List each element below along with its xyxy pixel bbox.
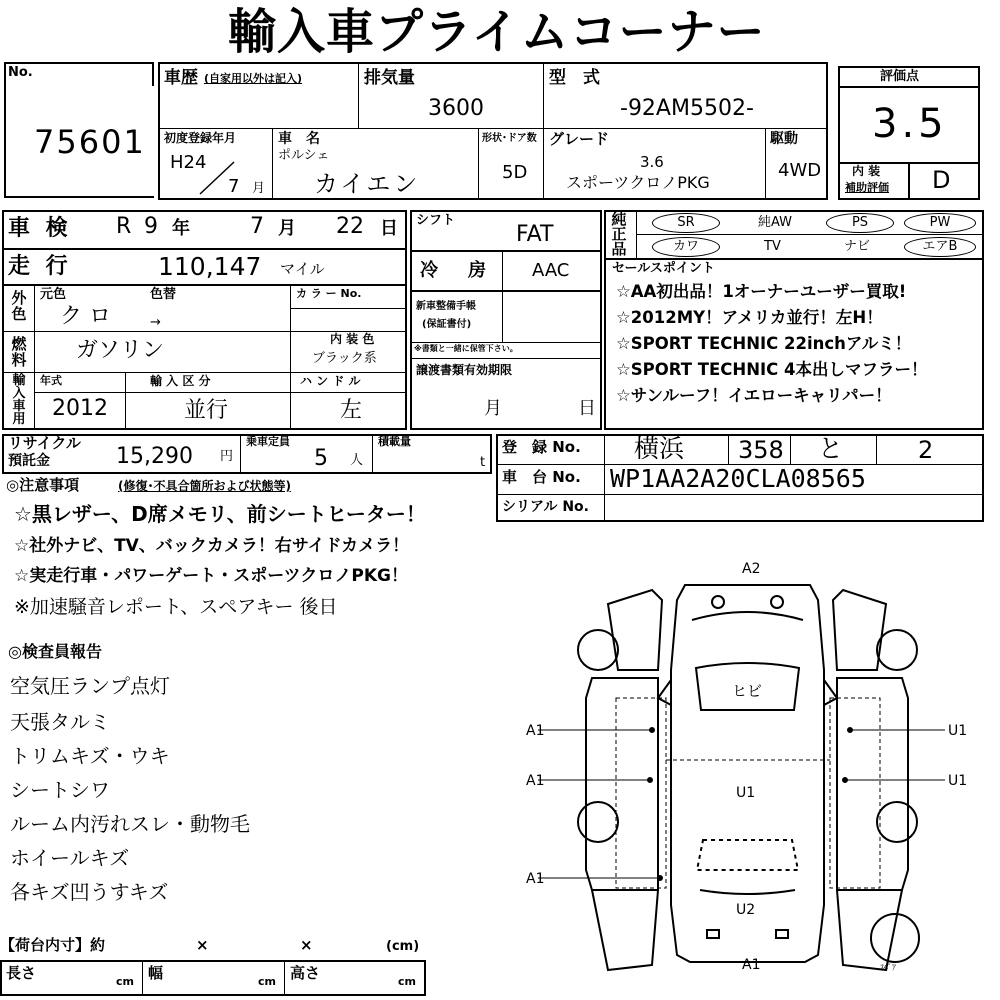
interior-value: D: [932, 166, 951, 194]
ext-color-label: 元色: [40, 287, 67, 302]
diagram-a1-bottom: A1: [742, 957, 761, 973]
notes-label: ◎注意事項: [6, 476, 80, 494]
history-sub: (自家用以外は記入): [204, 72, 303, 85]
reg-class: 358: [738, 436, 784, 464]
ac-value: AAC: [532, 260, 570, 281]
diagram-u2: U2: [736, 902, 756, 918]
import-year: 2012: [52, 396, 108, 421]
displacement-label: 排気量: [364, 68, 415, 88]
maint-line1: 新車整備手帳: [416, 301, 476, 312]
transfer-month: 月: [484, 398, 502, 419]
car-damage-diagram: [500, 560, 990, 985]
interior-label-1: 内 装: [852, 164, 881, 178]
model-value: -92AM5502-: [620, 96, 754, 121]
capacity-unit: 人: [350, 453, 364, 468]
first-reg-month: 7: [228, 176, 240, 197]
cargo-wid-unit: cm: [258, 975, 276, 988]
equip-aw: 純AW: [758, 215, 793, 230]
diagram-a1-1: A1: [526, 723, 545, 739]
equip-navi: ナビ: [844, 239, 871, 254]
equip-airbag: エアB: [904, 237, 976, 257]
equip-sr: SR: [652, 213, 720, 233]
drive-value: 4WD: [778, 160, 822, 181]
ac-label: 冷 房: [420, 260, 492, 281]
import-kind-label: 輸 入 区 分: [150, 374, 211, 388]
int-color-label: 内 装 色: [330, 332, 375, 346]
lot-label: No.: [8, 65, 33, 80]
car-maker: ポルシェ: [278, 148, 330, 163]
cargo-hei-unit: cm: [398, 975, 416, 988]
displacement-value: 3600: [428, 96, 484, 121]
recycle-value: 15,290: [116, 444, 193, 469]
diagram-a2: A2: [742, 561, 761, 577]
note-line-4: ※加速騒音レポート、スペアキー 後日: [14, 596, 338, 618]
recycle-label-2: 預託金: [8, 453, 50, 469]
grade-line1: 3.6: [640, 153, 664, 171]
diagram-a1-2: A1: [526, 773, 545, 789]
inspector-line-3: トリムキズ・ウキ: [10, 744, 170, 768]
inspector-line-5: ルーム内汚れスレ・動物毛: [10, 812, 250, 836]
handle-value: 左: [340, 398, 363, 423]
inspector-line-2: 天張タルミ: [10, 710, 110, 734]
mileage-label: 走 行: [8, 254, 72, 279]
first-reg-month-unit: 月: [252, 181, 266, 196]
cargo-x2: ×: [300, 936, 313, 954]
drive-label: 駆動: [770, 131, 798, 147]
first-reg-era: H24: [170, 152, 207, 173]
recycle-unit: 円: [220, 449, 234, 464]
fuel-value: ガソリン: [76, 338, 165, 363]
equip-vlabel: 純正品: [611, 210, 627, 258]
inspector-line-7: 各キズ凹うすキズ: [10, 880, 169, 904]
maint-note: ※書類と一緒に保管下さい。: [414, 344, 518, 353]
reg-label: 登 録 No.: [502, 438, 581, 456]
sales-line-3: ☆SPORT TECHNIC 22inchアルミ！: [616, 334, 912, 353]
int-color-value: ブラック系: [312, 351, 377, 366]
lot-box-top: [4, 62, 154, 64]
cargo-len-label: 長さ: [6, 964, 37, 982]
inspection-label: 車 検: [8, 216, 72, 241]
equip-tv: TV: [764, 239, 781, 254]
transfer-label: 譲渡書類有効期限: [416, 363, 513, 377]
reg-place: 横浜: [634, 434, 685, 463]
inspector-line-4: シートシワ: [10, 778, 110, 802]
car-name-label: 車 名: [278, 131, 320, 147]
inspector-line-1: 空気圧ランプ点灯: [10, 674, 170, 698]
serial-label: シリアル No.: [502, 499, 589, 515]
grade-label: グレード: [549, 130, 610, 148]
inspector-label: ◎検査員報告: [8, 642, 102, 661]
first-reg-label: 初度登録年月: [164, 131, 237, 145]
inspection-month-unit: 月: [278, 218, 296, 239]
notes-sub: (修復･不具合箇所および状態等): [118, 479, 291, 493]
recycle-label-1: リサイクル: [8, 434, 81, 452]
mileage-unit: マイル: [280, 260, 325, 278]
note-line-3: ☆実走行車・パワーゲート・スポーツクロノPKG！: [14, 566, 408, 586]
handle-label: ハ ン ド ル: [300, 374, 361, 388]
note-line-2: ☆社外ナビ、TV、バックカメラ！右サイドカメラ！: [14, 536, 410, 556]
cargo-label: 【荷台内寸】約: [0, 936, 106, 954]
import-kind: 並行: [184, 398, 229, 423]
inspection-day-unit: 日: [380, 218, 398, 239]
page-title: 輸入車プライムコーナー: [228, 4, 766, 60]
import-year-label: 年式: [40, 374, 62, 387]
diagram-hibi: ヒビ: [732, 682, 763, 700]
cargo-wid-label: 幅: [148, 964, 164, 982]
inspection-year: 9: [144, 214, 158, 239]
reg-number: 2: [918, 436, 934, 464]
body-label: 形状･ドア数: [482, 133, 537, 144]
equip-ps: PS: [826, 213, 894, 233]
lot-box-tick: [152, 62, 154, 86]
load-unit: t: [480, 455, 486, 470]
color-code-label: カ ラ ー No.: [296, 287, 362, 300]
inspection-year-unit: 年: [172, 218, 190, 239]
diagram-u1-r2: U1: [948, 773, 968, 789]
body-value: 5D: [502, 162, 528, 183]
capacity-value: 5: [314, 446, 328, 471]
diagram-spare: ｽﾍﾟｱ: [880, 963, 896, 972]
equip-pw: PW: [904, 213, 976, 233]
inspection-era: R: [116, 214, 132, 239]
reg-kana: と: [818, 434, 844, 463]
chassis-label: 車 台 No.: [502, 468, 581, 486]
cargo-box: [0, 960, 426, 996]
lot-number: 75601: [34, 123, 146, 161]
sales-line-1: ☆AA初出品！1オーナーユーザー買取!: [616, 282, 907, 301]
ext-color-arrow: →: [150, 315, 161, 330]
note-line-1: ☆黒レザー、D席メモリ、前シートヒーター！: [14, 502, 426, 526]
lot-box-bottom: [4, 196, 154, 198]
maint-line2: (保証書付): [422, 319, 472, 330]
mileage-value: 110,147: [158, 252, 262, 281]
diagram-u1-center: U1: [736, 785, 756, 801]
cargo-len-unit: cm: [116, 975, 134, 988]
load-label: 積載量: [378, 435, 411, 448]
diagram-a1-3: A1: [526, 871, 545, 887]
rating-value: 3.5: [872, 101, 948, 147]
grade-line2: スポーツクロノPKG: [566, 173, 710, 192]
cargo-unit: (cm): [386, 939, 420, 954]
car-name: カイエン: [314, 170, 421, 198]
inspection-day: 22: [336, 214, 364, 239]
sales-line-4: ☆SPORT TECHNIC 4本出しマフラー！: [616, 360, 928, 379]
sales-label: セールスポイント: [612, 261, 715, 276]
ext-color-value: ク ロ: [60, 304, 111, 329]
capacity-label: 乗車定員: [246, 435, 290, 448]
inspection-month: 7: [250, 214, 264, 239]
transfer-day: 日: [578, 398, 596, 419]
cargo-x1: ×: [196, 936, 209, 954]
inspector-line-6: ホイールキズ: [10, 846, 130, 870]
fuel-vlabel: 燃料: [11, 335, 27, 369]
lot-box-left: [4, 62, 6, 198]
top-grid-mid: [158, 128, 828, 129]
cargo-hei-label: 高さ: [290, 964, 321, 982]
shift-label: シフト: [416, 213, 456, 228]
interior-label-2: 補助評価: [845, 181, 889, 194]
equip-leather: カワ: [652, 237, 720, 257]
rating-label: 評価点: [880, 69, 920, 84]
ext-color-change-label: 色替: [150, 287, 177, 302]
diagram-u1-r1: U1: [948, 723, 968, 739]
chassis-value: WP1AA2A20CLA08565: [610, 464, 866, 493]
sales-line-2: ☆2012MY！アメリカ並行！左H！: [616, 308, 883, 327]
ext-color-vlabel: 外色: [11, 289, 27, 323]
history-label: 車歴: [164, 68, 198, 88]
sales-line-5: ☆サンルーフ！イエローキャリパー！: [616, 386, 892, 405]
model-label: 型 式: [549, 68, 600, 88]
shift-value: FAT: [516, 222, 554, 247]
import-vlabel: 輸入車用: [12, 373, 26, 427]
